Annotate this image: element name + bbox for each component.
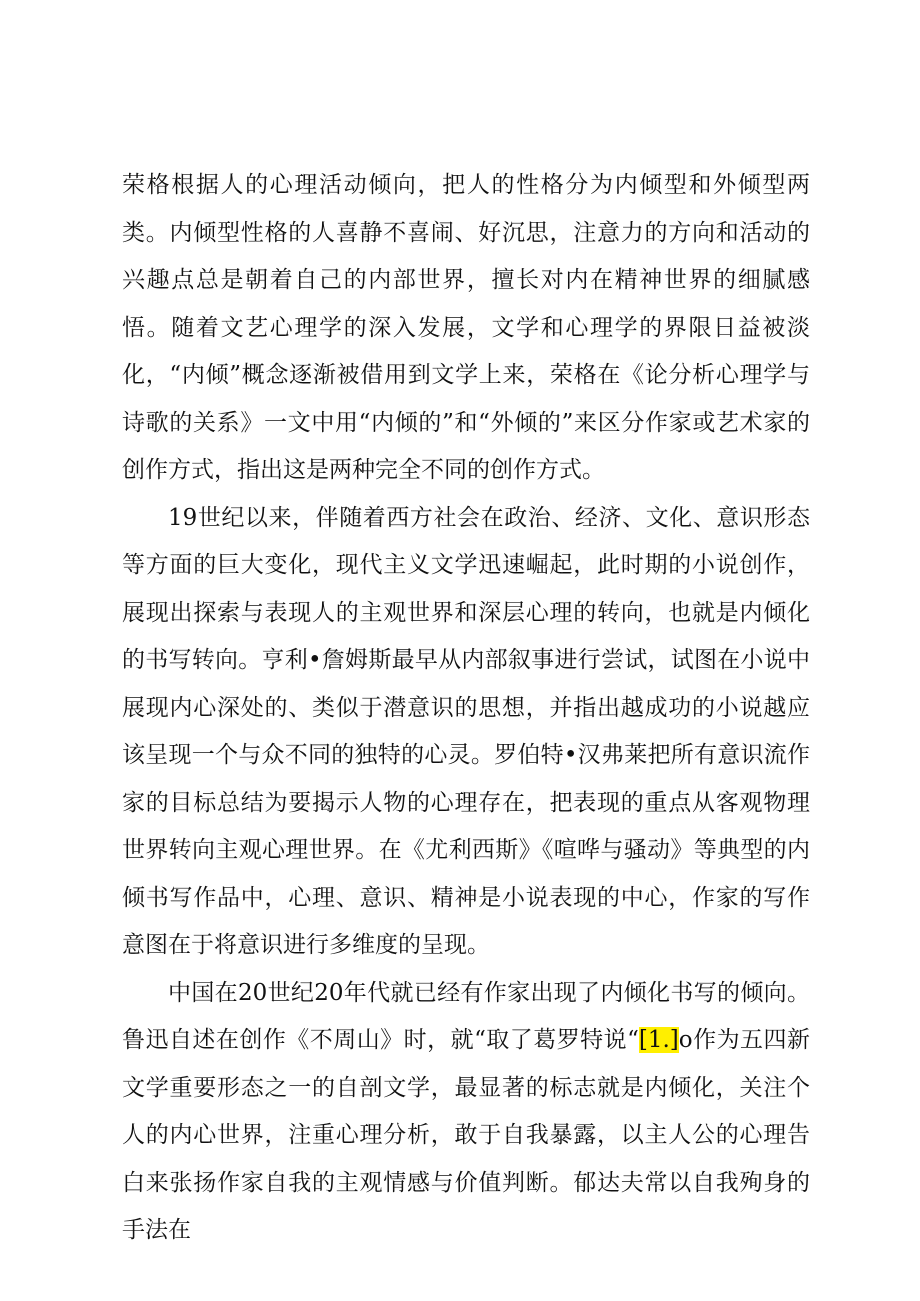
footnote-mark: [1.] [638,1027,679,1053]
paragraph-3-text-before: 中国在20世纪20年代就已经有作家出现了内倾化书写的倾向。鲁迅自述在创作《不周山》时，就“取了葛罗特说“ [122,979,810,1053]
body-text [122,162,810,1255]
paragraph-3 [122,970,810,1255]
paragraph-3-text-after: o作为五四新文学重要形态之一的自剖文学，最显著的标志就是内倾化，关注个人的内心世界，注重心理分析，敢于自我暴露，以主人公的心理告白来张扬作家自我的主观情感与价值判断。郁达夫常以自我殉身的手法在 [122,1027,810,1243]
paragraph-1: 荣格根据人的心理活动倾向，把人的性格分为内倾型和外倾型两类。内倾型性格的人喜静不喜闹、好沉思，注意力的方向和活动的兴趣点总是朝着自己的内部世界，擅长对内在精神世界的细腻感悟。随着文艺心理学的深入发展，文学和心理学的界限日益被淡化，“内倾”概念逐渐被借用到文学上来，荣格在《论分析心理学与诗歌的关系》一文中用“内倾的”和“外倾的”来区分作家或艺术家的创作方式，指出这是两种完全不同的创作方式。 [122,172,810,483]
paragraph-2: 19世纪以来，伴随着西方社会在政治、经济、文化、意识形态等方面的巨大变化，现代主义文学迅速崛起，此时期的小说创作，展现出探索与表现人的主观世界和深层心理的转向，也就是内倾化的书写转向。亨利•詹姆斯最早从内部叙事进行尝试，试图在小说中展现内心深处的、类似于潜意识的思想，并指出越成功的小说越应该呈现一个与众不同的独特的心灵。罗伯特•汉弗莱把所有意识流作家的目标总结为要揭示人物的心理存在，把表现的重点从客观物理世界转向主观心理世界。在《尤利西斯》《喧哗与骚动》等典型的内倾书写作品中，心理、意识、精神是小说表现的中心，作家的写作意图在于将意识进行多维度的呈现。 [122,504,810,958]
